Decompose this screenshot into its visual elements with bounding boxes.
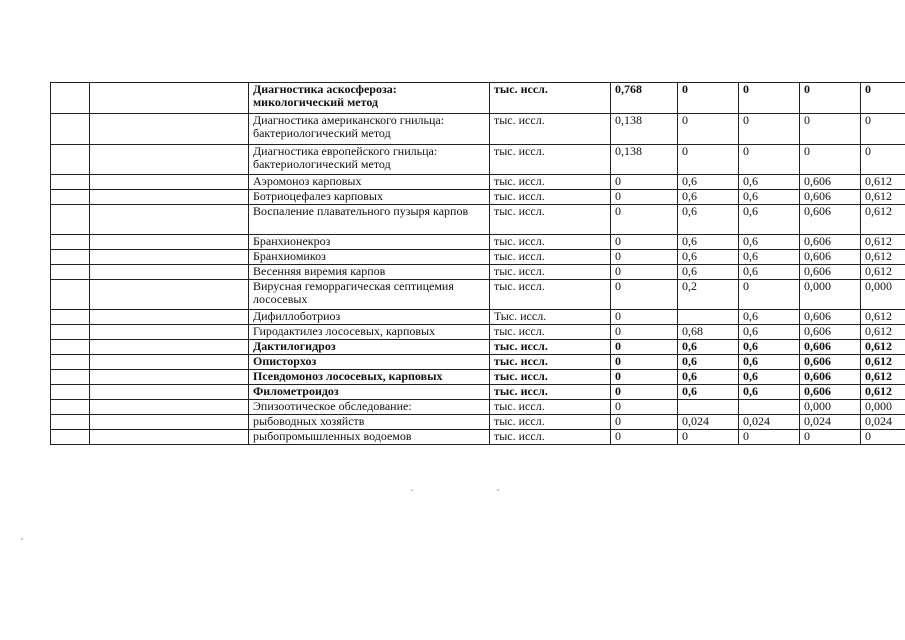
- scan-speck: [21, 538, 23, 540]
- value-cell-3: [739, 400, 800, 415]
- blank-cell-b: [90, 355, 249, 370]
- examination-name-cell: Эпизоотическое обследование:: [249, 400, 490, 415]
- value-cell-5: 0: [861, 83, 905, 114]
- value-cell-1: 0: [611, 370, 678, 385]
- value-cell-3: 0: [739, 145, 800, 175]
- value-cell-3: 0,6: [739, 175, 800, 190]
- unit-cell: тыс. иссл.: [490, 83, 611, 114]
- unit-cell: тыс. иссл.: [490, 280, 611, 310]
- value-cell-1: 0: [611, 400, 678, 415]
- value-cell-2: 0,6: [678, 385, 739, 400]
- blank-cell-a: [51, 235, 90, 250]
- examination-name-cell: Филометроидоз: [249, 385, 490, 400]
- value-cell-5: 0,612: [861, 355, 905, 370]
- examination-name-cell: Бранхиомикоз: [249, 250, 490, 265]
- value-cell-5: 0,612: [861, 265, 905, 280]
- value-cell-1: 0: [611, 190, 678, 205]
- unit-cell: тыс. иссл.: [490, 325, 611, 340]
- blank-cell-b: [90, 235, 249, 250]
- value-cell-1: 0: [611, 355, 678, 370]
- value-cell-5: 0: [861, 114, 905, 145]
- value-cell-1: 0: [611, 205, 678, 235]
- value-cell-5: 0,612: [861, 175, 905, 190]
- blank-cell-b: [90, 430, 249, 445]
- scan-speck: [411, 489, 413, 491]
- value-cell-4: 0,606: [800, 385, 861, 400]
- examination-name-cell: Описторхоз: [249, 355, 490, 370]
- value-cell-4: 0,606: [800, 340, 861, 355]
- value-cell-2: 0: [678, 83, 739, 114]
- table-row: [51, 145, 905, 175]
- value-cell-3: 0,6: [739, 325, 800, 340]
- table-row: [51, 310, 905, 325]
- value-cell-2: 0,2: [678, 280, 739, 310]
- blank-cell-a: [51, 400, 90, 415]
- value-cell-5: 0,612: [861, 340, 905, 355]
- value-cell-2: 0: [678, 114, 739, 145]
- blank-cell-b: [90, 415, 249, 430]
- unit-cell: тыс. иссл.: [490, 114, 611, 145]
- table-row: [51, 250, 905, 265]
- unit-cell: тыс. иссл.: [490, 415, 611, 430]
- value-cell-3: 0,024: [739, 415, 800, 430]
- table-row: [51, 415, 905, 430]
- value-cell-3: 0: [739, 83, 800, 114]
- data-table: [50, 82, 905, 445]
- blank-cell-a: [51, 205, 90, 235]
- value-cell-3: 0,6: [739, 385, 800, 400]
- value-cell-4: 0,000: [800, 400, 861, 415]
- value-cell-3: 0,6: [739, 355, 800, 370]
- value-cell-2: 0,6: [678, 370, 739, 385]
- blank-cell-a: [51, 310, 90, 325]
- value-cell-3: 0,6: [739, 205, 800, 235]
- unit-cell: тыс. иссл.: [490, 355, 611, 370]
- table-row: [51, 400, 905, 415]
- value-cell-5: 0,612: [861, 385, 905, 400]
- value-cell-4: 0: [800, 430, 861, 445]
- blank-cell-b: [90, 310, 249, 325]
- value-cell-4: 0,024: [800, 415, 861, 430]
- value-cell-2: 0,6: [678, 175, 739, 190]
- value-cell-5: 0: [861, 145, 905, 175]
- unit-cell: тыс. иссл.: [490, 385, 611, 400]
- value-cell-1: 0,138: [611, 145, 678, 175]
- examination-name-cell: Воспаление плавательного пузыря карпов: [249, 205, 490, 235]
- unit-cell: Тыс. иссл.: [490, 310, 611, 325]
- blank-cell-a: [51, 340, 90, 355]
- value-cell-5: 0,000: [861, 280, 905, 310]
- value-cell-4: 0,606: [800, 370, 861, 385]
- blank-cell-b: [90, 340, 249, 355]
- value-cell-4: 0,000: [800, 280, 861, 310]
- blank-cell-b: [90, 385, 249, 400]
- blank-cell-b: [90, 83, 249, 114]
- value-cell-1: 0,768: [611, 83, 678, 114]
- value-cell-5: 0,000: [861, 400, 905, 415]
- examination-name-cell: рыбоводных хозяйств: [249, 415, 490, 430]
- value-cell-5: 0,612: [861, 250, 905, 265]
- value-cell-2: 0: [678, 145, 739, 175]
- value-cell-3: 0,6: [739, 265, 800, 280]
- examination-name-cell: Диагностика аскосфероза: микологический метод: [249, 83, 490, 114]
- table-row: [51, 175, 905, 190]
- unit-cell: тыс. иссл.: [490, 400, 611, 415]
- value-cell-2: 0: [678, 430, 739, 445]
- blank-cell-b: [90, 280, 249, 310]
- value-cell-1: 0: [611, 415, 678, 430]
- value-cell-5: 0: [861, 430, 905, 445]
- value-cell-1: 0: [611, 265, 678, 280]
- value-cell-4: 0: [800, 145, 861, 175]
- value-cell-1: 0: [611, 310, 678, 325]
- blank-cell-b: [90, 265, 249, 280]
- blank-cell-a: [51, 325, 90, 340]
- unit-cell: тыс. иссл.: [490, 145, 611, 175]
- table-row: [51, 280, 905, 310]
- unit-cell: тыс. иссл.: [490, 340, 611, 355]
- table-row: [51, 325, 905, 340]
- value-cell-3: 0: [739, 430, 800, 445]
- value-cell-5: 0,024: [861, 415, 905, 430]
- table-row: [51, 205, 905, 235]
- value-cell-1: 0,138: [611, 114, 678, 145]
- value-cell-2: 0,6: [678, 265, 739, 280]
- table-body: [51, 83, 905, 445]
- value-cell-4: 0,606: [800, 325, 861, 340]
- value-cell-2: 0,6: [678, 250, 739, 265]
- value-cell-3: 0,6: [739, 340, 800, 355]
- blank-cell-b: [90, 114, 249, 145]
- examination-name-cell: Гиродактилез лососевых, карповых: [249, 325, 490, 340]
- table-row: [51, 83, 905, 114]
- blank-cell-b: [90, 400, 249, 415]
- blank-cell-a: [51, 145, 90, 175]
- value-cell-1: 0: [611, 280, 678, 310]
- blank-cell-a: [51, 355, 90, 370]
- blank-cell-b: [90, 370, 249, 385]
- value-cell-3: 0,6: [739, 310, 800, 325]
- blank-cell-b: [90, 145, 249, 175]
- unit-cell: тыс. иссл.: [490, 190, 611, 205]
- value-cell-4: 0,606: [800, 175, 861, 190]
- table-row: [51, 265, 905, 280]
- examination-name-cell: Дактилогидроз: [249, 340, 490, 355]
- table-row: [51, 355, 905, 370]
- blank-cell-a: [51, 265, 90, 280]
- value-cell-4: 0,606: [800, 235, 861, 250]
- examination-name-cell: Диагностика европейского гнильца: бактериологический метод: [249, 145, 490, 175]
- value-cell-2: 0,6: [678, 190, 739, 205]
- value-cell-1: 0: [611, 430, 678, 445]
- value-cell-3: 0,6: [739, 190, 800, 205]
- value-cell-5: 0,612: [861, 370, 905, 385]
- value-cell-2: [678, 400, 739, 415]
- value-cell-4: 0,606: [800, 265, 861, 280]
- blank-cell-a: [51, 175, 90, 190]
- value-cell-4: 0,606: [800, 250, 861, 265]
- examination-name-cell: Псевдомоноз лососевых, карповых: [249, 370, 490, 385]
- table-row: [51, 385, 905, 400]
- table-row: [51, 235, 905, 250]
- value-cell-5: 0,612: [861, 205, 905, 235]
- value-cell-4: 0,606: [800, 310, 861, 325]
- table-row: [51, 370, 905, 385]
- value-cell-4: 0: [800, 114, 861, 145]
- unit-cell: тыс. иссл.: [490, 205, 611, 235]
- blank-cell-a: [51, 83, 90, 114]
- value-cell-4: 0,606: [800, 190, 861, 205]
- value-cell-2: 0,6: [678, 235, 739, 250]
- blank-cell-b: [90, 205, 249, 235]
- blank-cell-a: [51, 385, 90, 400]
- examination-name-cell: Весенняя виремия карпов: [249, 265, 490, 280]
- blank-cell-a: [51, 280, 90, 310]
- value-cell-2: [678, 310, 739, 325]
- blank-cell-b: [90, 325, 249, 340]
- value-cell-5: 0,612: [861, 310, 905, 325]
- value-cell-2: 0,6: [678, 340, 739, 355]
- unit-cell: тыс. иссл.: [490, 370, 611, 385]
- examination-name-cell: Аэромоноз карповых: [249, 175, 490, 190]
- value-cell-4: 0,606: [800, 355, 861, 370]
- value-cell-1: 0: [611, 175, 678, 190]
- blank-cell-a: [51, 190, 90, 205]
- examination-name-cell: Ботриоцефалез карповых: [249, 190, 490, 205]
- table-row: [51, 430, 905, 445]
- blank-cell-b: [90, 190, 249, 205]
- unit-cell: тыс. иссл.: [490, 265, 611, 280]
- value-cell-4: 0,606: [800, 205, 861, 235]
- blank-cell-a: [51, 415, 90, 430]
- unit-cell: тыс. иссл.: [490, 235, 611, 250]
- blank-cell-a: [51, 430, 90, 445]
- value-cell-1: 0: [611, 250, 678, 265]
- table-row: [51, 340, 905, 355]
- blank-cell-b: [90, 250, 249, 265]
- table-row: [51, 114, 905, 145]
- value-cell-5: 0,612: [861, 325, 905, 340]
- blank-cell-a: [51, 250, 90, 265]
- unit-cell: тыс. иссл.: [490, 430, 611, 445]
- blank-cell-b: [90, 175, 249, 190]
- value-cell-5: 0,612: [861, 190, 905, 205]
- blank-cell-a: [51, 370, 90, 385]
- value-cell-5: 0,612: [861, 235, 905, 250]
- value-cell-3: 0: [739, 114, 800, 145]
- examination-name-cell: Бранхионекроз: [249, 235, 490, 250]
- examination-name-cell: Вирусная геморрагическая септицемия лососевых: [249, 280, 490, 310]
- value-cell-2: 0,6: [678, 355, 739, 370]
- value-cell-1: 0: [611, 385, 678, 400]
- value-cell-2: 0,68: [678, 325, 739, 340]
- examination-name-cell: Дифиллоботриоз: [249, 310, 490, 325]
- value-cell-3: 0,6: [739, 370, 800, 385]
- value-cell-3: 0,6: [739, 250, 800, 265]
- value-cell-4: 0: [800, 83, 861, 114]
- value-cell-1: 0: [611, 325, 678, 340]
- value-cell-2: 0,024: [678, 415, 739, 430]
- value-cell-1: 0: [611, 235, 678, 250]
- unit-cell: тыс. иссл.: [490, 175, 611, 190]
- value-cell-3: 0: [739, 280, 800, 310]
- unit-cell: тыс. иссл.: [490, 250, 611, 265]
- blank-cell-a: [51, 114, 90, 145]
- table-row: [51, 190, 905, 205]
- value-cell-1: 0: [611, 340, 678, 355]
- value-cell-3: 0,6: [739, 235, 800, 250]
- examination-name-cell: Диагностика американского гнильца: бактериологический метод: [249, 114, 490, 145]
- examination-name-cell: рыбопромышленных водоемов: [249, 430, 490, 445]
- scan-speck: [497, 489, 499, 491]
- value-cell-2: 0,6: [678, 205, 739, 235]
